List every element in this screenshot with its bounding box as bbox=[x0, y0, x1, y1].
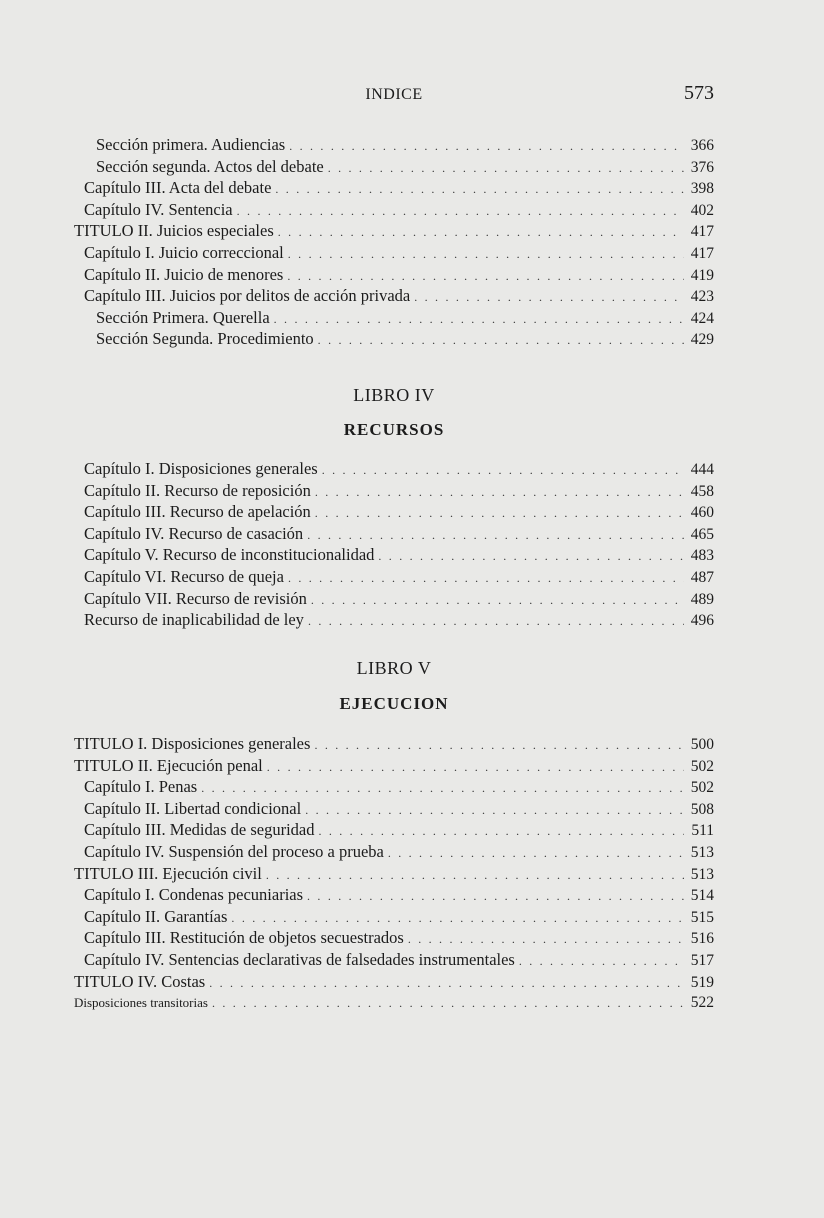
toc-entry-label: Recurso de inaplicabilidad de ley bbox=[84, 610, 304, 630]
toc-entry-page: 417 bbox=[690, 223, 714, 241]
toc-entry-page: 402 bbox=[690, 201, 714, 219]
toc-entry-page: 483 bbox=[690, 547, 714, 565]
toc-entry-page: 496 bbox=[690, 612, 714, 630]
dot-leader bbox=[314, 735, 684, 757]
toc-entry-label: TITULO IV. Costas bbox=[74, 971, 206, 991]
libro-v-heading: EJECUCION bbox=[339, 694, 449, 713]
toc-entry-page: 489 bbox=[690, 590, 714, 608]
dot-leader bbox=[307, 525, 684, 547]
toc-list-ejecucion bbox=[74, 733, 714, 1014]
dot-leader bbox=[388, 843, 684, 865]
toc-entry bbox=[74, 285, 714, 307]
toc-entry bbox=[74, 307, 714, 329]
toc-entry bbox=[74, 501, 714, 523]
toc-entry-label: Capítulo III. Recurso de apelación bbox=[84, 502, 311, 522]
toc-entry-label: Capítulo V. Recurso de inconstitucionalidad bbox=[84, 545, 375, 565]
toc-entry-page: 460 bbox=[690, 504, 714, 522]
dot-leader bbox=[378, 546, 684, 568]
toc-entry-page: 458 bbox=[690, 482, 714, 500]
dot-leader bbox=[289, 136, 684, 158]
libro-v-title: LIBRO V bbox=[356, 658, 432, 678]
toc-entry bbox=[74, 884, 714, 906]
toc-entry bbox=[74, 480, 714, 502]
toc-entry bbox=[74, 733, 714, 755]
toc-entry-label: TITULO I. Disposiciones generales bbox=[74, 734, 311, 753]
dot-leader bbox=[307, 886, 684, 908]
running-head bbox=[74, 82, 714, 112]
toc-entry bbox=[74, 523, 714, 545]
dot-leader bbox=[519, 951, 684, 973]
dot-leader bbox=[275, 179, 684, 201]
dot-leader bbox=[212, 993, 684, 1015]
dot-leader bbox=[315, 503, 684, 525]
dot-leader bbox=[305, 800, 684, 822]
dot-leader bbox=[318, 330, 684, 352]
toc-entry-label: TITULO III. Ejecución civil bbox=[74, 863, 262, 883]
dot-leader bbox=[408, 929, 684, 951]
toc-entry bbox=[74, 458, 714, 480]
toc-entry bbox=[74, 819, 714, 841]
toc-entry bbox=[74, 863, 714, 885]
toc-entry bbox=[74, 156, 714, 178]
toc-entry-label: Capítulo I. Penas bbox=[84, 777, 198, 797]
toc-entry-label: Capítulo IV. Suspensión del proceso a prueba bbox=[84, 841, 384, 861]
dot-leader bbox=[308, 611, 684, 633]
toc-list-juicios bbox=[74, 134, 714, 350]
toc-entry-label: Capítulo I. Disposiciones generales bbox=[84, 459, 318, 478]
toc-entry bbox=[74, 609, 714, 631]
libro-iv-heading: RECURSOS bbox=[343, 420, 445, 439]
toc-entry-page: 423 bbox=[690, 288, 714, 306]
toc-entry-label: Capítulo VI. Recurso de queja bbox=[84, 566, 284, 586]
toc-entry-label: Capítulo IV. Recurso de casación bbox=[84, 523, 304, 543]
toc-list-recursos bbox=[74, 458, 714, 631]
toc-entry-page: 513 bbox=[690, 843, 714, 861]
toc-entry-page: 444 bbox=[690, 461, 714, 478]
toc-entry-label: TITULO II. Juicios especiales bbox=[74, 221, 274, 241]
toc-entry-label: Capítulo I. Juicio correccional bbox=[84, 242, 284, 262]
toc-entry bbox=[74, 220, 714, 242]
dot-leader bbox=[315, 482, 684, 504]
toc-entry-label: Capítulo VII. Recurso de revisión bbox=[84, 588, 307, 608]
toc-entry bbox=[74, 242, 714, 264]
toc-entry bbox=[74, 906, 714, 928]
toc-entry bbox=[74, 971, 714, 993]
dot-leader bbox=[288, 244, 684, 266]
toc-entry-page: 419 bbox=[690, 266, 714, 284]
toc-entry bbox=[74, 177, 714, 199]
toc-entry-page: 429 bbox=[690, 331, 714, 349]
toc-entry-page: 366 bbox=[690, 137, 714, 154]
toc-entry-page: 465 bbox=[690, 525, 714, 543]
toc-entry-page: 513 bbox=[690, 865, 714, 883]
toc-entry-page: 424 bbox=[690, 309, 714, 327]
dot-leader bbox=[231, 908, 684, 930]
libro-iv-heading-wrap bbox=[74, 420, 714, 440]
toc-entry bbox=[74, 544, 714, 566]
toc-entry-page: 398 bbox=[690, 180, 714, 198]
toc-entry-label: Sección Primera. Querella bbox=[96, 307, 270, 327]
page-number: 573 bbox=[684, 82, 714, 104]
running-head-title: INDICE bbox=[365, 86, 423, 103]
toc-entry-page: 487 bbox=[690, 568, 714, 586]
libro-iv-header bbox=[74, 385, 714, 406]
toc-entry bbox=[74, 949, 714, 971]
toc-entry-page: 515 bbox=[690, 908, 714, 926]
toc-entry bbox=[74, 588, 714, 610]
toc-entry-page: 519 bbox=[690, 973, 714, 991]
toc-entry-page: 514 bbox=[690, 887, 714, 905]
toc-entry-page: 500 bbox=[690, 736, 714, 753]
toc-entry-label: Capítulo II. Garantías bbox=[84, 906, 228, 926]
toc-entry-label: Capítulo III. Medidas de seguridad bbox=[84, 820, 315, 840]
dot-leader bbox=[414, 287, 684, 309]
toc-entry-page: 517 bbox=[690, 951, 714, 969]
toc-entry-label: Capítulo III. Juicios por delitos de acción privada bbox=[84, 286, 411, 306]
toc-entry-label: Capítulo II. Juicio de menores bbox=[84, 264, 284, 284]
libro-v-heading-wrap bbox=[74, 694, 714, 714]
toc-entry-label: Capítulo IV. Sentencia bbox=[84, 199, 233, 219]
toc-entry-page: 502 bbox=[690, 779, 714, 797]
libro-iv-title: LIBRO IV bbox=[353, 385, 435, 405]
toc-entry bbox=[74, 776, 714, 798]
toc-entry bbox=[74, 798, 714, 820]
toc-entry-label: Capítulo III. Acta del debate bbox=[84, 178, 272, 198]
dot-leader bbox=[266, 865, 684, 887]
toc-entry-label: TITULO II. Ejecución penal bbox=[74, 755, 263, 775]
toc-entry-page: 516 bbox=[690, 930, 714, 948]
dot-leader bbox=[278, 222, 684, 244]
toc-entry-page: 502 bbox=[690, 757, 714, 775]
dot-leader bbox=[288, 568, 684, 590]
toc-entry bbox=[74, 264, 714, 286]
toc-entry bbox=[74, 199, 714, 221]
toc-entry-page: 417 bbox=[690, 244, 714, 262]
dot-leader bbox=[201, 778, 684, 800]
toc-entry-label: Disposiciones transitorias bbox=[74, 995, 208, 1011]
dot-leader bbox=[328, 158, 684, 180]
toc-entry-label: Sección primera. Audiencias bbox=[96, 135, 286, 154]
toc-entry bbox=[74, 841, 714, 863]
toc-entry-label: Capítulo II. Libertad condicional bbox=[84, 798, 302, 818]
dot-leader bbox=[267, 757, 684, 779]
toc-entry-label: Sección segunda. Actos del debate bbox=[96, 156, 324, 176]
dot-leader bbox=[287, 266, 684, 288]
toc-entry bbox=[74, 328, 714, 350]
toc-entry bbox=[74, 927, 714, 949]
toc-entry-label: Capítulo I. Condenas pecuniarias bbox=[84, 885, 304, 905]
toc-entry bbox=[74, 755, 714, 777]
toc-entry bbox=[74, 566, 714, 588]
libro-v-header bbox=[74, 658, 714, 679]
toc-entry bbox=[74, 992, 714, 1014]
toc-entry-page: 522 bbox=[690, 994, 714, 1012]
dot-leader bbox=[209, 973, 684, 995]
dot-leader bbox=[274, 309, 684, 331]
toc-entry-page: 508 bbox=[690, 800, 714, 818]
dot-leader bbox=[311, 590, 684, 612]
toc-entry bbox=[74, 134, 714, 156]
dot-leader bbox=[322, 460, 684, 482]
toc-entry-label: Capítulo III. Restitución de objetos secuestrados bbox=[84, 928, 404, 948]
dot-leader bbox=[318, 821, 684, 843]
toc-entry-page: 511 bbox=[691, 822, 714, 840]
toc-entry-page: 376 bbox=[690, 158, 714, 176]
toc-entry-label: Sección Segunda. Procedimiento bbox=[96, 329, 314, 349]
toc-entry-label: Capítulo II. Recurso de reposición bbox=[84, 480, 311, 500]
toc-entry-label: Capítulo IV. Sentencias declarativas de falsedades instrumentales bbox=[84, 949, 515, 969]
dot-leader bbox=[237, 201, 684, 223]
